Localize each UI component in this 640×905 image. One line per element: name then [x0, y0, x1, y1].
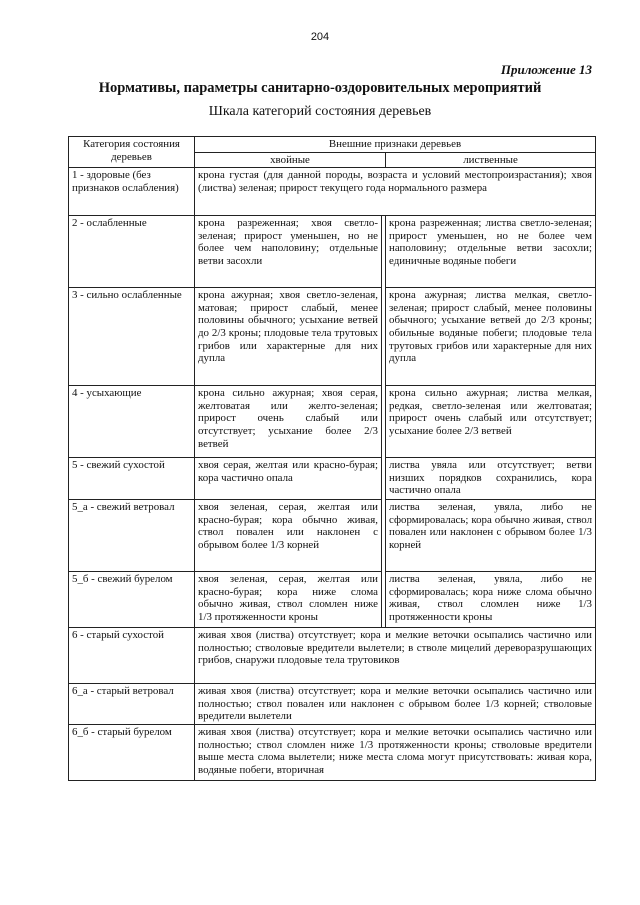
row-signs-deciduous: листва увяла или отсутствует; ветви низших порядков сохранились, кора частично опала	[386, 458, 596, 500]
table-row	[69, 458, 596, 500]
appendix-label: Приложение 13	[500, 62, 592, 77]
header-external-signs: Внешние признаки деревьев	[195, 137, 596, 153]
row-category: 3 - сильно ослабленные	[69, 288, 195, 386]
page-title: Нормативы, параметры санитарно-оздоровительных мероприятий	[98, 80, 542, 96]
row-signs-common: живая хвоя (листва) отсутствует; кора и мелкие веточки осыпались частично или полностью; стволовые вредители вылетели; в стволе мицелий дереворазрушающих грибов, снаружи плодовые тела трутовиков	[195, 628, 596, 684]
row-signs-common: живая хвоя (листва) отсутствует; кора и мелкие веточки осыпались частично или полностью; ствол повален или наклонен с обрывом более 1/3 корней; стволовые вредители вылетели	[195, 684, 596, 725]
row-category: 6 - старый сухостой	[69, 628, 195, 684]
row-category: 6_б - старый бурелом	[69, 724, 195, 780]
table-row	[69, 684, 596, 725]
table-row	[69, 168, 596, 216]
table-title: Шкала категорий состояния деревьев	[208, 104, 432, 119]
header-conifer: хвойные	[195, 152, 386, 168]
table-row	[69, 216, 596, 288]
row-signs-conifer: крона сильно ажурная; хвоя серая, желтоватая или желто-зеленая; прирост очень слабый или отсутствует; усыхание более 2/3 ветвей	[195, 386, 382, 458]
table-row	[69, 724, 596, 780]
row-signs-conifer: хвоя зеленая, серая, желтая или красно-бурая; кора ниже слома обычно живая, ствол сломлен ниже 1/3 протяженности кроны	[195, 572, 382, 628]
header-category: Категория состояния деревьев	[69, 137, 195, 168]
table-row	[69, 572, 596, 628]
row-category: 5 - свежий сухостой	[69, 458, 195, 500]
row-signs-conifer: хвоя серая, желтая или красно-бурая; кора частично опала	[195, 458, 382, 500]
row-category: 4 - усыхающие	[69, 386, 195, 458]
tree-condition-table	[68, 136, 596, 781]
table-row	[69, 500, 596, 572]
row-signs-conifer: крона ажурная; хвоя светло-зеленая, матовая; прирост слабый, менее половины обычного; усыхание ветвей до 2/3 кроны; плодовые тела трутовых грибов или характерные для них дупла	[195, 288, 382, 386]
row-signs-common: крона густая (для данной породы, возраста и условий местопроизрастания); хвоя (листва) зеленая; прирост текущего года нормального размера	[195, 168, 596, 216]
row-signs-conifer: крона разреженная; хвоя светло-зеленая; прирост уменьшен, но не более чем наполовину; отдельные ветви засохли	[195, 216, 382, 288]
row-signs-common: живая хвоя (листва) отсутствует; кора и мелкие веточки осыпались частично или полностью; ствол сломлен ниже 1/3 протяженности кроны; стволовые вредители выше места слома вылетели; ниже места слома могут присутствовать: живая кора, водяные побеги, вторичная	[195, 724, 596, 780]
table-row	[69, 386, 596, 458]
row-signs-deciduous: листва зеленая, увяла, либо не сформировалась; кора ниже слома обычно живая, ствол сломлен ниже 1/3 протяженности кроны	[386, 572, 596, 628]
row-signs-conifer: хвоя зеленая, серая, желтая или красно-бурая; кора обычно живая, ствол повален или наклонен с обрывом более 1/3 корней	[195, 500, 382, 572]
row-category: 2 - ослабленные	[69, 216, 195, 288]
row-signs-deciduous: крона ажурная; листва мелкая, светло-зеленая; прирост слабый, менее половины обычного; усыхание ветвей до 2/3 кроны; обильные водяные побеги; плодовые тела трутовых грибов или характерные для них дупла	[386, 288, 596, 386]
row-category: 6_а - старый ветровал	[69, 684, 195, 725]
row-signs-deciduous: листва зеленая, увяла, либо не сформировалась; кора обычно живая, ствол повален или наклонен с обрывом более 1/3 корней	[386, 500, 596, 572]
row-signs-deciduous: крона разреженная; листва светло-зеленая; прирост уменьшен, но не более чем наполовину; отдельные ветви засохли; единичные водяные побеги	[386, 216, 596, 288]
row-category: 5_б - свежий бурелом	[69, 572, 195, 628]
page-number: 204	[310, 31, 330, 43]
table-row	[69, 628, 596, 684]
table-row	[69, 288, 596, 386]
row-signs-deciduous: крона сильно ажурная; листва мелкая, редкая, светло-зеленая или желтоватая; прирост очень слабый или отсутствует; усыхание более 2/3 ветвей	[386, 386, 596, 458]
row-category: 1 - здоровые (без признаков ослабления)	[69, 168, 195, 216]
header-deciduous: лиственные	[386, 152, 596, 168]
row-category: 5_а - свежий ветровал	[69, 500, 195, 572]
